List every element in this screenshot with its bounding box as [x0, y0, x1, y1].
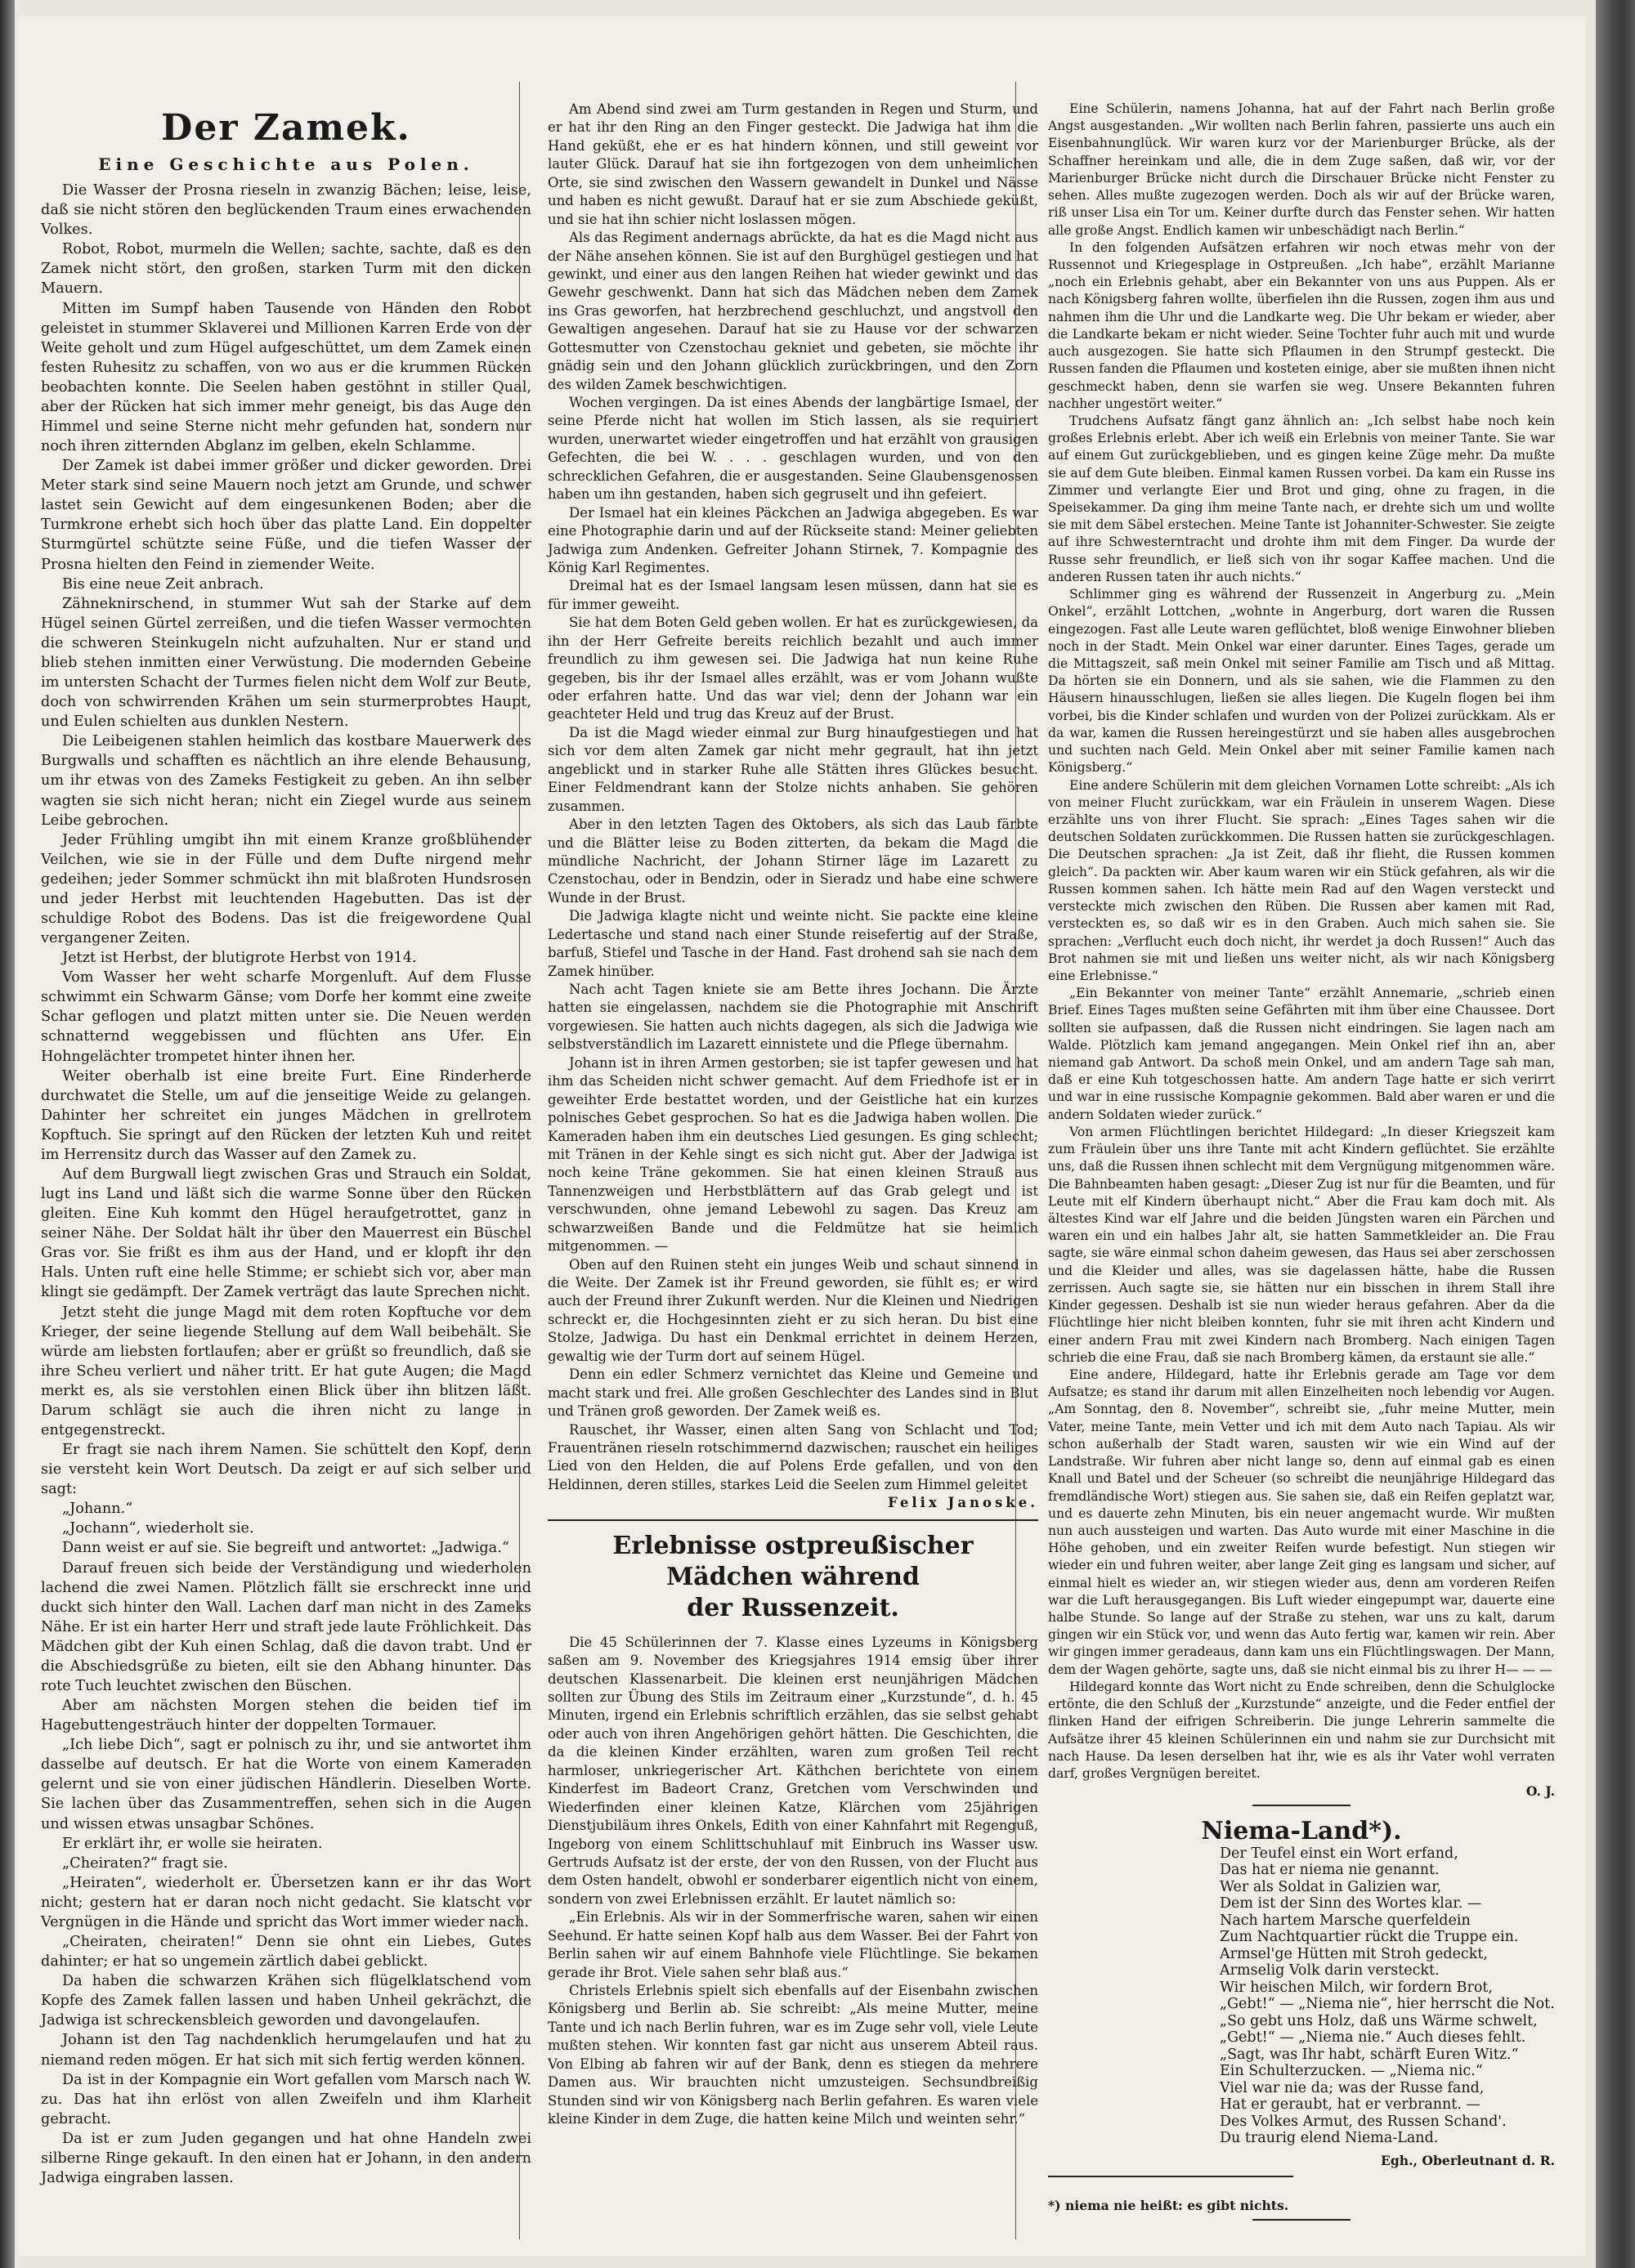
poem-line: Das hat er niema nie genannt. [1220, 1862, 1440, 1879]
paragraph: Dreimal hat es der Ismael langsam lesen müssen, dann hat sie es für immer geweiht. [548, 578, 1038, 612]
paragraph: In den folgenden Aufsätzen erfahren wir noch etwas mehr von der Russennot und Kriegesplage in Ostpreußen. „Ich habe“, erzählt Marianne „noch ein Erlebnis gehabt, aber ein Bekannter von uns aus Puppen. Als er nach Königsberg fahren wollte, überfielen ihn die Russen, zogen ihm aus und nahmen ihm die Uhr und die Landkarte weg. Die Uhr bekam er wieder, aber die Landkarte bekam er nicht wieder. Seine Tochter fuhr auch mit und wurde auch ausgezogen. Sie hatte sich Pflaumen in den Strumpf gesteckt. Die Russen fanden die Pflaumen und kosteten einige, aber sie mußten ihnen nicht geschmeckt haben, denn sie warfen sie weg. Unsere Bekannten fuhren nachher ungestört weiter.“ [1048, 239, 1555, 411]
poem-title: Niema-Land*). [1201, 1817, 1402, 1846]
paragraph: Da ist die Magd wieder einmal zur Burg hinaufgestiegen und hat sich vor dem alten Zamek gar nicht mehr gegrault, hat ihn jetzt angeblickt und in starker Ruhe alle Stätten ihres Glückes besucht. Einer Feldmendrant kann der Stolze nichts anhaben. Sie gehören zusammen. [548, 724, 1038, 814]
paragraph: Hildegard konnte das Wort nicht zu Ende schreiben, denn die Schulglocke ertönte, die den Schluß der „Kurzstunde“ anzeigte, und die Feder entfiel der flinken Hand der eifrigen Schreiberin. Die junge Lehrerin sammelte die Aufsätze ihrer 45 kleinen Schülerinnen ein und nahm sie zur Durchsicht mit nach Hause. Da lesen derselben hat ihr, wie es als ihr Vater wohl verraten darf, großes Vergnügen bereitet. [1048, 1679, 1555, 1781]
paragraph: Johann ist in ihren Armen gestorben; sie ist tapfer gewesen und hat ihm das Scheiden nicht schwer gemacht. Auf dem Friedhofe ist er in geweihter Erde bestattet worden, und der Geistliche hat ein kurzes polnisches Gebet gesprochen. So hat es die Jadwiga haben wollen. Die Kameraden haben ihm ein deutsches Lied gesungen. Es ging schlecht; mit Tränen in der Kehle singt es sich nicht gut. Aber der Jadwiga ist noch keine Träne gekommen. Sie hat einen kleinen Strauß aus Tannenzweigen und Herbstblättern auf das Grab gelegt und ist verschwunden, ohne jemand Lebewohl zu sagen. Das Kreuz am schwarzweißen Bande und die Feldmütze hat sie heimlich mitgenommen. — [548, 1054, 1038, 1255]
poem-line: Des Volkes Armut, des Russen Schand'. [1220, 2113, 1507, 2130]
column-3 [1048, 101, 1555, 2226]
poem-line: Du traurig elend Niema-Land. [1220, 2130, 1439, 2147]
paragraph: „Jochann“, wiederholt sie. [62, 1520, 254, 1537]
paragraph: Aber in den letzten Tagen des Oktobers, als sich das Laub färbte und die Blätter leise zu Boden zitterten, da bekam die Magd die mündliche Nachricht, der Johann Stirner läge im Lazarett zu Czenstochau, oder in Bendzin, oder in Sieradz und habe eine schwere Wunde in der Brust. [548, 816, 1038, 906]
paragraph: Christels Erlebnis spielt sich ebenfalls auf der Eisenbahn zwischen Königsberg und Berlin ab. Sie schreibt: „Als meine Mutter, meine Tante und ich nach Berlin fuhren, war es im Zuge sehr voll, viele Leute mußten stehen. Wir konnten fast gar nicht aus unserem Abteil raus. Von Elbing ab fahren wir auf der Bank, denn es stiegen da mehrere Damen aus. Wir brauchten nicht umzusteigen. Sechsundbreißig Stunden sind wir von Königsberg nach Berlin gefahren. Es waren viele kleine Kinder in dem Zuge, die hatten keine Milch und weinten sehr.“ [548, 1983, 1038, 2127]
paragraph: Denn ein edler Schmerz vernichtet das Kleine und Gemeine und macht stark und frei. Alle großen Geschlechter des Landes sind in Blut und Tränen groß geworden. Der Zamek weiß es. [548, 1367, 1038, 1420]
paragraph: Da ist er zum Juden gegangen und hat ohne Handeln zwei silberne Ringe gekauft. In den einen hat er Johann, in den andern Jadwiga eingraben lassen. [41, 2130, 531, 2186]
poem-line: Dem ist der Sinn des Wortes klar. — [1220, 1895, 1482, 1912]
poem-line: Armselig Volk darin versteckt. [1220, 1962, 1440, 1979]
paragraph: „Ein Erlebnis. Als wir in der Sommerfrische waren, sahen wir einen Seehund. Er hatte seinen Kopf halb aus dem Wasser. Bei der Fahrt von Berlin sahen wir auf einem Bahnhofe viele Flüchtlinge. Sie bekamen gerade ihr Brot. Viele sahen sehr blaß aus.“ [548, 1909, 1038, 1980]
paragraph: Da haben die schwarzen Krähen sich flügelklatschend vom Kopfe des Zamek fallen lassen und haben Unheil gekrächzt, die Jadwiga ist schreckensbleich geworden und davongelaufen. [41, 1973, 531, 2029]
paragraph: „Cheiraten, cheiraten!“ Denn sie ohnt ein Liebes, Gutes dahinter; er hat so ungemein zärtlich dabei geblickt. [41, 1934, 531, 1971]
paragraph: Wochen vergingen. Da ist eines Abends der langbärtige Ismael, der seine Pferde nicht hat wollen im Stich lassen, als sie requiriert wurden, unerwartet wieder eingetroffen und hat erzählt von grausigen Gefechten, die bei W. . . . geschlagen wurden, und von den schrecklichen Gefahren, die er ausgestanden. Seine Glaubensgenossen haben um ihn gestanden, haben sich gegruselt und ihn gefeiert. [548, 395, 1038, 503]
paragraph: Jetzt ist Herbst, der blutigrote Herbst von 1914. [62, 950, 417, 967]
poem-line: Armsel'ge Hütten mit Stroh gedeckt, [1220, 1945, 1488, 1962]
paragraph: Eine Schülerin, namens Johanna, hat auf der Fahrt nach Berlin große Angst ausgestanden. „Wir wollten nach Berlin fahren, passierte uns auch ein Eisenbahnunglück. Wir waren kurz vor der Marienburger Brücke, als der Schaffner hereinkam und alle, die in dem Zuge saßen, daß wir, vor der Marienburger Brücke nicht durch die Dirschauer Brücke nicht Fenster zu sehen. Alles mußte zugezogen werden. Doch als wir auf der Brücke waren, riß unser Lisa ein Tor um. Keiner durfte durch das Fenster sehen. Wir hatten alle große Angst. Endlich kamen wir unbeschädigt nach Berlin.“ [1048, 101, 1555, 238]
poem-line: Zum Nachtquartier rückt die Truppe ein. [1220, 1929, 1519, 1946]
column-1 [41, 102, 531, 2188]
paragraph: Jeder Frühling umgibt ihn mit einem Kranze großblühender Veilchen, wie sie in der Fülle und dem Dufte nirgend mehr gedeihen; jeder Sommer schmückt ihn mit blaßroten Hundsrosen und jeder Herbst mit leuchtenden Hagebutten. Das ist der schuldige Robot des Bodens. Das ist die freigewordene Qual vergangener Zeiten. [41, 831, 531, 947]
section-title-line: der Russenzeit. [687, 1593, 899, 1622]
paragraph: Zähneknirschend, in stummer Wut sah der Starke auf dem Hügel seinen Gürtel zerreißen, und die tiefen Wasser vermochten die schweren Steinkugeln nicht aufzuhalten. Nur er stand und blieb stehen inmitten einer Verwüstung. Die modernden Gebeine im untersten Schacht der Turmes fielen nicht dem Wolf zur Beute, doch von schwirrenden Krähen um sein sturmerprobtes Haupt, und Eulen schielten aus dunklen Nestern. [41, 595, 531, 731]
paragraph: Weiter oberhalb ist eine breite Furt. Eine Rinderherde durchwatet die Stelle, um auf die jenseitige Weide zu gelangen. Dahinter her schreitet ein junges Mädchen in grellrotem Kopftuch. Sie springt auf den Rücken der letzten Kuh und reitet im Herrensitz durch das Wasser auf den Zamek zu. [41, 1067, 531, 1163]
column-2 [548, 101, 1038, 2129]
paragraph: Er erklärt ihr, er wolle sie heiraten. [62, 1835, 323, 1852]
paragraph: Darauf freuen sich beide der Verständigung und wiederholen lachend die zwei Namen. Plötzlich fällt sie erschreckt inne und duckt sich hinter den Wall. Lachen darf man nicht in des Zameks Nähe. Er ist ein harter Herr und straft jede laute Fröhlichkeit. Das Mädchen gibt der Kuh einen Schlag, daß die davon trabt. Und er die Abschiedsgrüße zu bieten, eilt sie den Abhang hinunter. Das rote Tuch leuchtet zwischen den Büschen. [41, 1559, 531, 1695]
poem-line: Hat er geraubt, hat er verbrannt. — [1220, 2096, 1480, 2114]
paragraph: Als das Regiment andernags abrückte, da hat es die Magd nicht aus der Nähe ansehen können. Sie ist auf den Burghügel gestiegen und hat gewinkt, und einer aus den langen Reihen hat wieder gewinkt und das Gewehr geschwenkt. Dann hat sich das Mädchen neben dem Zamek ins Gras geworfen, hat herzbrechend geschluchzt, und angstvoll den Gewaltigen angesehen. Darauf hat sie zu Hause vor der schwarzen Gottesmutter von Czenstochau gekniet und gebeten, sie möchte ihr gnädig sein und den Johann glücklich zurückbringen, und den Zorn des wilden Zamek beschwichtigen. [548, 230, 1038, 392]
paragraph: Eine andere, Hildegard, hatte ihr Erlebnis gerade am Tage vor dem Aufsatze; es stand ihr darum mit allen Einzelheiten noch lebendig vor Augen. „Am Sonntag, den 8. November“, schreibt sie, „fuhr meine Mutter, mein Vater, meine Tante, mein Vetter und ich mit dem Auto nach Tapiau. Als wir schon außerhalb der Stadt waren, sausten wir wie ein Wind auf der Landstraße. Wir fuhren aber nicht lange so, denn auf einmal gab es einen Knall und Batel und der Scheuer (so schreibt die neunjährige Hildegard das fremdländische Wort) stiegen aus. Sie sahen sie, daß ein Reifen geplatzt war, und es dauerte zehn Minuten, bis ein neuer angemacht wurde. Wir mußten nun auch aussteigen und warten. Das Auto wurde mit einer Maschine in die Höhe gehoben, und ein zweiter Reifen wurde befestigt. Nun stiegen wir wieder ein und fuhren weiter, aber lange Zeit ging es langsam und sicher, auf einmal hielt es wieder an, wir stiegen wieder aus, denn am vorderen Reifen war die Luft herausgegangen. Bis Luft wieder eingepumpt war, dauerte eine halbe Stunde. So lange auf der Straße zu stehen, war uns zu kalt, darum gingen wir ein Stück vor, und wenn das Auto fertig war, kamen wir rein. Aber wir gingen immer geradeaus, dann kam uns ein Flüchtlingswagen. Der Mann, dem der Wagen gehörte, sagte uns, daß sie nicht einmal bis zu ihrer H— — — [1048, 1367, 1555, 1677]
paragraph: Sie hat dem Boten Geld geben wollen. Er hat es zurückgewiesen, da ihn der Herr Gefreite bereits reichlich bezahlt und auch immer freundlich zu ihm gewesen sei. Die Jadwiga hat nun keine Ruhe gegeben, bis ihr der Ismael alles erzählt, was er vom Johann wußte oder erfahren hatte. Und das war viel; denn der Johann war ein geachteter Held und trug das Kreuz auf der Brust. [548, 615, 1038, 722]
paragraph: Trudchens Aufsatz fängt ganz ähnlich an: „Ich selbst habe noch kein großes Erlebnis erlebt. Aber ich weiß ein Erlebnis von meiner Tante. Sie war auf einem Gut zurückgeblieben, und es gingen keine Züge mehr. Da mußte sie auf dem Gute bleiben. Einmal kamen Russen vorbei. Da kam ein Russe ins Zimmer und verlangte Eier und Brot und ging, ohne zu fragen, in die Speisekammer. Da ging ihm meine Tante nach, er drehte sich um und wollte sie mit dem Säbel erstechen. Meine Tante ist Johanniter-Schwester. Sie zeigte auf ihre Schwesterntracht und drohte ihm mit dem Finger. Da wurde der Russe sehr freundlich, er ließ sich von ihr sogar Kaffee machen. Und die anderen Russen taten ihr auch nichts.“ [1048, 413, 1555, 584]
paragraph: Vom Wasser her weht scharfe Morgenluft. Auf dem Flusse schwimmt ein Schwarm Gänse; vom Dorfe her kommt eine zweite Schar geflogen und platzt mitten unter sie. Die Neuen werden schnatternd weggebissen und flüchten ans Ufer. Ein Hohngelächter trompetet hinter ihnen her. [41, 969, 531, 1065]
poem-signature: Egh., Oberleutnant d. R. [1381, 2152, 1555, 2168]
section-divider [548, 1519, 1038, 1521]
paragraph: „Cheiraten?“ fragt sie. [62, 1854, 228, 1872]
article-title: Der Zamek. [161, 107, 411, 149]
paragraph: Von armen Flüchtlingen berichtet Hildegard: „In dieser Kriegszeit kam zum Fräulein über uns ihre Tante mit acht Kindern geflüchtet. Sie erzählte uns, daß die Russen ihnen schlecht mit dem Vergnügung mitgenommen wäre. Die Bahnbeamten haben gesagt: „Dieser Zug ist nur für die Beamten, und für Leute mit elf Kindern überhaupt nicht.“ Aber die Frau kam doch mit. Als ältestes Kind war elf Jahre und die beiden Jüngsten waren ein Pärchen und waren ein und ein halbes Jahr alt, sie hatten Sammetkleider an. Die Frau sagte, sie wäre einmal schon daheim gewesen, das Haus sei aber zerschossen und die Kleider und alles, was sie dagelassen hätte, habe die Russen zerrissen. Auch sagte sie, sie hätten nur ein bisschen in ihrem Stall ihre Kinder gegessen. Deshalb ist sie nun wieder heraus gefahren. Aber da die Flüchtlinge hier nicht bleiben konnten, fuhr sie mit ihren acht Kindern und einer andern Frau mit zwei Kindern nach Bromberg. Nach einigen Tagen schrieb die eine Frau, daß sie nach Bromberg kämen, da erstaunt sie alle.“ [1048, 1124, 1555, 1365]
paragraph: Eine andere Schülerin mit dem gleichen Vornamen Lotte schreibt: „Als ich von meiner Flucht zurückkam, war ein Fräulein in unserem Wagen. Diese erzählte uns von ihrer Flucht. Sie sprach: „Eines Tages sahen wir die deutschen Soldaten zurückkommen. Die Russen hatten sie zurückgeschlagen. Die Deutschen sprachen: „Ja ist Zeit, daß ihr flieht, die Russen kommen gleich“. Da packten wir. Aber kaum waren wir ein Stück gefahren, als wir die Russen kommen sahen. Ich hätte mein Rad auf den Wagen versteckt und versteckte mich zwischen den Rüben. Die Russen aber kamen mit Rad, versteckten es, so daß wir es in den Graben. Auch mich sahen sie. Sie sprachen: „Verflucht euch doch nicht, ihr werdet ja doch Russen!“ Auch das Brot nahmen sie mit und ließen uns weiter nicht, als wir nach Königsberg eine Erlebnisse.“ [1048, 777, 1555, 983]
paragraph: „Johann.“ [62, 1501, 133, 1518]
article-body [41, 181, 531, 2188]
divider [1252, 2219, 1351, 2221]
poem-line: Ein Schulterzucken. — „Niema nic.“ [1220, 2063, 1483, 2080]
paragraph: Die Wasser der Prosna rieseln in zwanzig Bächen; leise, leise, daß sie nicht stören den beglückenden Traum eines erwachenden Volkes. [41, 182, 531, 239]
paragraph: Am Abend sind zwei am Turm gestanden in Regen und Sturm, und er hat ihr den Ring an den Finger gesteckt. Die Jadwiga hat ihm die Hand geküßt, ehe er es hat hindern können, und still geweint vor lauter Glück. Darauf hat sie ihn fortgezogen von dem unheimlichen Orte, sie sind zwischen den Wassern gewandelt in Dunkel und Nässe und haben es nicht gewußt. Darauf hat er sie zum Abschiede geküßt, und sie hat ihn schier nicht loslassen mögen. [548, 101, 1038, 227]
paragraph: „Ich liebe Dich“, sagt er polnisch zu ihr, und sie antwortet ihm dasselbe auf deutsch. Er hat die Worte von einem Kameraden gelernt und sie von einer jüdischen Händlerin. Dieselben Worte. Sie lachen über das Zusammentreffen, sehen sich in die Augen und wissen etwas unsagbar Schönes. [41, 1737, 531, 1832]
paragraph: Die Leibeigenen stahlen heimlich das kostbare Mauerwerk des Burgwalls und schafften es nächtlich an ihre elende Behausung, um ihr etwas von des Zameks Festigkeit zu geben. An ihn selber wagten sie sich nicht heran; nicht ein Ziegel wurde aus seinem Leibe gebrochen. [41, 733, 531, 829]
paragraph: Dann weist er auf sie. Sie begreift und antwortet: „Jadwiga.“ [62, 1540, 509, 1557]
paragraph: Robot, Robot, murmeln die Wellen; sachte, sachte, daß es den Zamek nicht stört, den großen, starken Turm mit den dicken Mauern. [41, 241, 531, 297]
article-author: Felix Janoske. [888, 1495, 1038, 1511]
paragraph: Die Jadwiga klagte nicht und weinte nicht. Sie packte eine kleine Ledertasche und stand nach einer Stunde reisefertig auf der Straße, barfuß, Stiefel und Tasche in der Hand. Fast drohend sah sie nach dem Zamek hinüber. [548, 908, 1038, 979]
poem-line: Wir heischen Milch, wir fordern Brot, [1220, 1979, 1493, 1996]
paragraph: Er fragt sie nach ihrem Namen. Sie schüttelt den Kopf, denn sie versteht kein Wort Deutsch. Da zeigt er auf sich selber und sagt: [41, 1442, 531, 1498]
poem-line: „So gebt uns Holz, daß uns Wärme schwelt, [1220, 2012, 1538, 2029]
paragraph: Bis eine neue Zeit anbrach. [62, 575, 264, 593]
paragraph: Jetzt steht die junge Magd mit dem roten Kopftuche vor dem Krieger, der seine liegende Stellung auf dem Wall beibehält. Sie würde am liebsten fortlaufen; aber er grüßt so freundlich, daß sie ihre Scheu verliert und näher tritt. Er hat gute Augen; die Magd merkt es, als sie verstohlen einen Blick über ihn blitzen läßt. Darum schlägt sie auch die ihren nicht zu lange in entgegenstreckt. [41, 1304, 531, 1438]
paragraph: Johann ist den Tag nachdenklich herumgelaufen und hat zu niemand reden mögen. Er hat sich mit sich fertig werden können. [41, 2032, 531, 2069]
paragraph: Der Ismael hat ein kleines Päckchen an Jadwiga abgegeben. Es war eine Photographie darin und auf der Rückseite stand: Meiner geliebten Jadwiga zum Andenken. Gefreiter Johann Stirnek, 7. Kompagnie des König Karl Regimentes. [548, 504, 1038, 575]
poem-line: Viel war nie da; was der Russe fand, [1220, 2079, 1485, 2096]
page-edge-right [1596, 0, 1635, 2268]
section-title-line: Erlebnisse ostpreußischer Mädchen während [612, 1531, 974, 1591]
paragraph: Oben auf den Ruinen steht ein junges Weib und schaut sinnend in die Weite. Der Zamek ist ihr Freund geworden, sie fühlt es; er wird auch der Freund ihrer Zukunft werden. Nur die Kleinen und Niedrigen schreckt er, die Hochgesinnten zieht er zu sich heran. Du bist eine Stolze, Jadwiga. Du hast ein Denkmal errichtet in deinem Herzen, gewaltig wie der Turm dort auf seinem Hügel. [548, 1256, 1038, 1364]
footnote-divider [1048, 2176, 1293, 2177]
article-initials: O. J. [1525, 1783, 1555, 1800]
paragraph: „Ein Bekannter von meiner Tante“ erzählt Annemarie, „schrieb einen Brief. Eines Tages mußten seine Gefährten mit ihm über eine Chaussee. Dort sollten sie aufpassen, daß die Russen nicht eindringen. Sie lagen nach am Walde. Plötzlich kam jemand angegangen. Mein Onkel rief ihn an, aber niemand gab Antwort. Da schoß mein Onkel, und am andern Tage sah man, daß er eine Kuh totgeschossen hatte. Am andern Tage hatte er sich verirrt und war in eine russische Kompagnie gekommen. Bald aber waren er und die andern Soldaten wieder zurück.“ [1048, 986, 1555, 1122]
paragraph: Rauschet, ihr Wasser, einen alten Sang von Schlacht und Tod; Frauentränen rieseln rotschimmernd dazwischen; rauschet ein heiliges Lied von den Helden, die auf Polens Erde gefallen, und von den Heldinnen, deren stilles, starkes Leid die Seelen zum Himmel geleitet [548, 1421, 1038, 1492]
poem-body [1220, 1845, 1555, 2147]
paragraph: Die 45 Schülerinnen der 7. Klasse eines Lyzeums in Königsberg saßen am 9. November des Kriegsjahres 1914 emsig über ihrer deutschen Klassenarbeit. Die kleinen erst neunjährigen Mädchen sollten zur Übung des Stils im Zeitraum einer „Kurzstunde“, d. h. 45 Minuten, irgend ein Erlebnis schriftlich erzählen, das sie selbst gehabt oder auch von ihren Angehörigen gehört hätten. Die Geschichten, die da die kleinen Kinder erzählten, waren zum großen Teil recht harmloser, unkriegerischer Art. Käthchen berichtete von einem Kinderfest im Badeort Cranz, Gretchen vom Verschwinden und Wiederfinden einer kleinen Katze, Klärchen vom 25jährigen Dienstjubiläum ihres Onkels, Edith von einer Kahnfahrt mit Regenguß, Ingeborg von einem Schlittschuhlauf mit Einbruch ins Wasser usw. Gertruds Aufsatz ist der erste, der von den Russen, von der Flucht aus dem Osten handelt, obwohl er sonderbarer eigentlich nicht von einem, sondern von zwei Erlebnissen erzählt. Er lautet nämlich so: [548, 1634, 1038, 1907]
divider [1252, 1805, 1351, 1806]
paragraph: Auf dem Burgwall liegt zwischen Gras und Strauch ein Soldat, lugt ins Land und läßt sich die warme Sonne über den Rücken gleiten. Eine Kuh kommt den Hügel heraufgetrottet, ganz in seiner Nähe. Der Soldat hält ihr über den Mauerrest ein Büschel Gras vor. Sie frißt es ihm aus der Hand, und er klopft ihr den Hals. Unten ruft eine helle Stimme; er schiebt sich vor, aber man klingt sie gedämpft. Der Zamek verträgt das laute Sprechen nicht. [41, 1165, 531, 1301]
paragraph: Da ist in der Kompagnie ein Wort gefallen vom Marsch nach W. zu. Das hat ihn erlöst von allen Zweifeln und ihm Klarheit gebracht. [41, 2071, 531, 2127]
paragraph: Nach acht Tagen kniete sie am Bette ihres Jochann. Die Ärzte hatten sie eingelassen, nachdem sie die Photographie mit Anschrift vorgewiesen. Sie hatten auch nichts dagegen, als sich die Jadwiga wie selbstverständlich im Lazarett einnistete und die Pflege übernahm. [548, 982, 1038, 1053]
poem-line: „Gebt!“ — „Niema nie“, hier herrscht die Not. [1220, 1996, 1555, 2013]
paragraph: Mitten im Sumpf haben Tausende von Händen den Robot geleistet in stummer Sklaverei und Millionen Karren Erde von der Weite geholt und zum Hügel aufgeschüttet, um dem Zamek einen festen Ruhesitz zu schaffen, von wo aus er die krummen Rücken beobachten konnte. Die Seelen haben gestöhnt in stiller Qual, aber der Rücken hat sich immer mehr geneigt, bis das Auge den Himmel und seine Sterne nicht mehr gefunden hat, sondern nur noch ihren zitternden Abglanz im gelben, ekeln Schlamme. [41, 300, 531, 455]
paragraph: Der Zamek ist dabei immer größer und dicker geworden. Drei Meter stark sind seine Mauern noch jetzt am Grunde, und schwer lastet sein Gewicht auf dem eingesunkenen Boden; aber die Turmkrone erhebt sich hoch über das platte Land. Ein doppelter Sturmgürtel schützte seine Füße, und die tiefen Wasser der Prosna hielten den Feind in ziemender Weite. [41, 458, 531, 573]
poem-line: Wer als Soldat in Galizien war, [1220, 1878, 1442, 1895]
poem-line: „Gebt!“ — „Niema nie.“ Auch dieses fehlt. [1220, 2029, 1526, 2047]
paragraph: Schlimmer ging es während der Russenzeit in Angerburg zu. „Mein Onkel“, erzählt Lottchen, „wohnte in Angerburg, dort waren die Russen eingezogen. Fast alle Leute waren geflüchtet, bloß wenige Einwohner blieben noch in der Stadt. Mein Onkel war einer darunter. Eines Tages, gerade um die Mittagszeit, saß mein Onkel mit seiner Familie am Tisch und aß Mittag. Da hörten sie ein Donnern, und als sie sahen, wie die Flammen zu den Häusern hinausschlugen, ließen sie alles liegen. Die Kugeln flogen bei ihm vorbei, bis die Kinder schlafen und wurden von der Polizei zurückkam. Als er da war, kamen die Russen hereingestürzt und sie haben alles ausgebrochen und suchten nach Geld. Mein Onkel aber mit seiner Familie kamen nach Königsberg.“ [1048, 587, 1555, 776]
paragraph: Aber am nächsten Morgen stehen die beiden tief im Hagebuttengesträuch hinter der doppelten Tormauer. [41, 1698, 531, 1734]
section-title [548, 1531, 1038, 1624]
footnote: *) niema nie heißt: es gibt nichts. [1048, 2197, 1289, 2213]
poem-line: Nach hartem Marsche querfeldein [1220, 1912, 1471, 1929]
page-edge-left [0, 0, 15, 2268]
poem-line: Der Teufel einst ein Wort erfand, [1220, 1845, 1458, 1862]
poem-line: „Sagt, was Ihr habt, schärft Euren Witz.“ [1220, 2046, 1519, 2063]
newspaper-page [16, 16, 1586, 2256]
paragraph: „Heiraten“, wiederholt er. Übersetzen kann er ihr das Wort nicht; gestern hat er daran noch nicht gedacht. Sie klatscht vor Vergnügen in die Hände und spricht das Wort immer wieder nach. [41, 1874, 531, 1930]
article-subtitle: Eine Geschichte aus Polen. [98, 154, 474, 174]
